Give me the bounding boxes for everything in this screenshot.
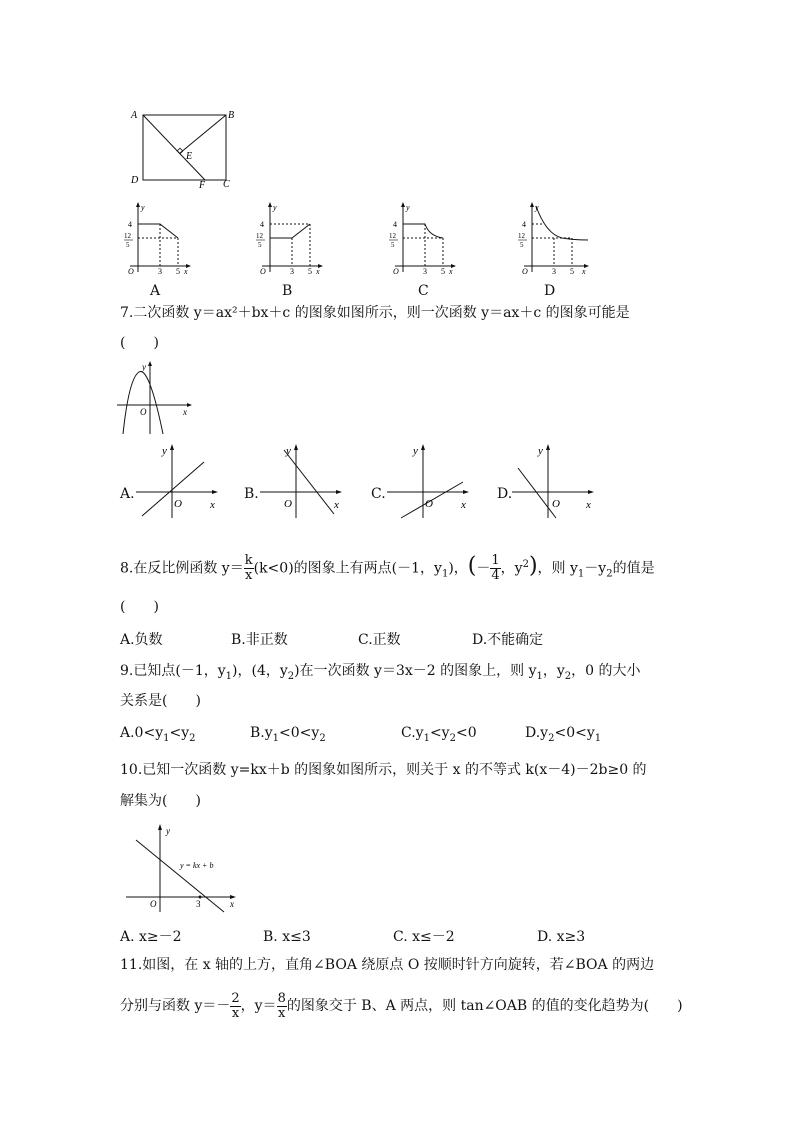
- label-f: F: [199, 180, 206, 190]
- svg-text:5: 5: [570, 267, 574, 276]
- q7-option-a[interactable]: A.: [120, 486, 135, 502]
- svg-text:x: x: [586, 499, 591, 511]
- svg-text:3: 3: [552, 267, 556, 276]
- q9-option-d[interactable]: $D.y_2<0<y_1$: [525, 725, 602, 744]
- q7-option-c-graph: [385, 442, 475, 520]
- svg-text:x: x: [230, 899, 234, 909]
- svg-text:5: 5: [441, 267, 445, 276]
- q10-option-b[interactable]: B. x≤3: [263, 929, 311, 945]
- label-e: E: [186, 151, 193, 162]
- rectangle-figure: [125, 105, 240, 190]
- q7-option-b-graph: [258, 442, 348, 520]
- svg-text:x: x: [449, 267, 453, 276]
- q7-parabola-graph: [115, 358, 195, 436]
- svg-text:O: O: [552, 498, 560, 510]
- q10-stem: 10.已知一次函数 y=kx＋b 的图象如图所示，则关于 x 的不等式 k(x－4)－2b≥0 的: [120, 762, 647, 778]
- svg-text:5: 5: [391, 241, 395, 249]
- svg-text:12: 12: [256, 232, 263, 240]
- q7-option-d-graph: [510, 442, 600, 520]
- q7-option-d[interactable]: D.: [497, 486, 513, 502]
- q10-linear-graph: [120, 822, 245, 914]
- q9-stem-line2: 关系是( ): [120, 693, 201, 709]
- q7-option-c[interactable]: C.: [371, 486, 386, 502]
- q8-option-d[interactable]: D.不能确定: [472, 632, 544, 648]
- q6-graph-a: [118, 200, 193, 278]
- svg-text:4: 4: [393, 220, 397, 229]
- svg-text:y: y: [142, 362, 146, 372]
- q8-answer-blank: ( ): [120, 599, 159, 615]
- svg-text:O: O: [393, 267, 399, 276]
- q6-option-a[interactable]: A: [150, 283, 161, 299]
- svg-text:y: y: [538, 445, 543, 457]
- q8-option-c[interactable]: C.正数: [358, 632, 401, 648]
- q6-graph-b: [250, 200, 325, 278]
- svg-text:y: y: [406, 203, 410, 212]
- svg-text:5: 5: [176, 267, 180, 276]
- q9-option-b[interactable]: $B.y_1<0<y_2$: [250, 725, 326, 744]
- svg-text:O: O: [140, 407, 147, 417]
- svg-text:y: y: [535, 203, 539, 212]
- svg-text:O: O: [260, 267, 266, 276]
- label-a: A: [131, 110, 138, 121]
- q6-option-d[interactable]: D: [544, 283, 556, 299]
- q8-stem: 8.在反比例函数 y＝ $\frac{k}{x}$ (k<0)的图象上有两点(－1，$y_1$)，(－ $\frac{1}{4}$ ，$y^2$)，则 $y_1-y_2$的值是: [120, 553, 655, 584]
- svg-text:4: 4: [522, 220, 526, 229]
- svg-text:x: x: [461, 499, 466, 511]
- svg-text:y: y: [141, 203, 145, 212]
- q8-option-a[interactable]: A.负数: [120, 632, 163, 648]
- q6-option-b[interactable]: B: [282, 283, 293, 299]
- svg-text:3: 3: [196, 899, 201, 909]
- q11-stem: 11.如图，在 x 轴的上方，直角∠BOA 绕原点 O 按顺时针方向旋转，若∠BOA 的两边: [120, 957, 655, 973]
- svg-text:O: O: [174, 498, 182, 510]
- q7-stem: 7.二次函数 y＝ax²＋bx＋c 的图象如图所示，则一次函数 y＝ax＋c 的图象可能是: [120, 305, 630, 321]
- svg-text:x: x: [334, 499, 339, 511]
- svg-text:x: x: [184, 267, 188, 276]
- svg-text:5: 5: [520, 241, 524, 249]
- svg-text:4: 4: [260, 220, 264, 229]
- svg-text:5: 5: [258, 241, 262, 249]
- q10-option-a[interactable]: A. x≥－2: [120, 929, 182, 945]
- q8-option-b[interactable]: B.非正数: [231, 632, 288, 648]
- q10-option-d[interactable]: D. x≥3: [537, 929, 586, 945]
- svg-text:y: y: [273, 203, 277, 212]
- q7-option-b[interactable]: B.: [244, 486, 259, 502]
- svg-text:3: 3: [423, 267, 427, 276]
- q7-answer-blank: ( ): [120, 335, 159, 351]
- q6-option-c[interactable]: C: [418, 283, 429, 299]
- svg-text:O: O: [284, 498, 292, 510]
- q7-option-a-graph: [134, 442, 224, 520]
- svg-text:12: 12: [518, 232, 525, 240]
- svg-text:O: O: [128, 267, 134, 276]
- svg-text:y: y: [286, 445, 291, 457]
- q6-graph-d: [512, 200, 592, 278]
- svg-text:y: y: [166, 826, 170, 836]
- svg-text:x: x: [582, 267, 586, 276]
- q9-option-c[interactable]: $C.y_1<y_2<0$: [401, 725, 477, 744]
- svg-text:12: 12: [389, 232, 396, 240]
- q9-option-a[interactable]: $A.0<y_1<y_2$: [120, 725, 196, 744]
- q10-stem-line2: 解集为( ): [120, 793, 201, 809]
- svg-text:4: 4: [128, 220, 132, 229]
- svg-text:O: O: [425, 498, 433, 510]
- q6-graph-c: [383, 200, 458, 278]
- svg-text:y: y: [413, 445, 418, 457]
- svg-text:O: O: [150, 899, 157, 909]
- svg-text:y = kx + b: y = kx + b: [180, 861, 214, 870]
- q11-stem-line2: 分别与函数 y＝－ $\frac{2}{x}$ ，y＝ $\frac{8}{x}$ 的图象交于 B、A 两点，则 tan∠OAB 的值的变化趋势为( ): [120, 990, 683, 1021]
- svg-text:x: x: [210, 499, 215, 511]
- label-b: B: [228, 110, 235, 121]
- svg-text:5: 5: [126, 241, 130, 249]
- q10-option-c[interactable]: C. x≤－2: [393, 929, 455, 945]
- svg-text:O: O: [522, 267, 528, 276]
- label-d: D: [131, 175, 139, 186]
- svg-text:x: x: [316, 267, 320, 276]
- svg-text:y: y: [162, 445, 167, 457]
- svg-text:12: 12: [124, 232, 131, 240]
- svg-text:5: 5: [308, 267, 312, 276]
- svg-text:x: x: [183, 407, 187, 417]
- svg-text:3: 3: [158, 267, 162, 276]
- q9-stem: 9.已知点(－1，$y_1$)，(4，$y_2$)在一次函数 y＝3x－2 的图象上，则 $y_1$，$y_2$，0 的大小: [120, 663, 641, 682]
- svg-text:3: 3: [290, 267, 294, 276]
- label-c: C: [223, 179, 230, 190]
